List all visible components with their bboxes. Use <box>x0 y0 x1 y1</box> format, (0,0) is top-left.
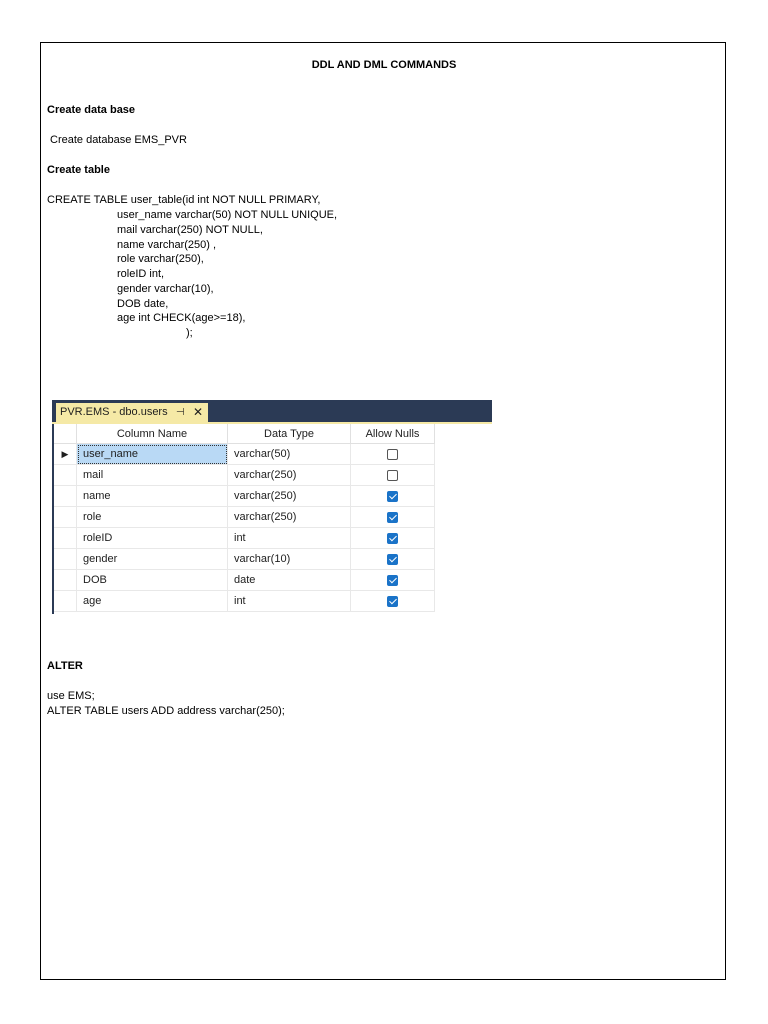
header-row <box>54 424 435 444</box>
data-type-cell[interactable]: varchar(50) <box>228 444 351 465</box>
allow-nulls-checkbox[interactable] <box>387 491 398 502</box>
table-row[interactable] <box>54 444 435 465</box>
sql-line: gender varchar(10), <box>117 283 214 295</box>
alter-heading: ALTER <box>47 660 83 672</box>
table-row[interactable] <box>54 507 435 528</box>
create-table-heading: Create table <box>47 164 110 176</box>
allow-nulls-cell <box>351 486 435 507</box>
row-selector[interactable] <box>54 465 77 486</box>
column-name-cell[interactable]: mail <box>77 465 228 486</box>
column-name-cell[interactable]: name <box>77 486 228 507</box>
sql-line: age int CHECK(age>=18), <box>117 312 246 324</box>
row-selector-header <box>54 424 77 444</box>
data-type-cell[interactable]: varchar(250) <box>228 465 351 486</box>
data-type-cell[interactable]: varchar(250) <box>228 507 351 528</box>
allow-nulls-checkbox[interactable] <box>387 554 398 565</box>
column-header: Column Name <box>77 424 228 444</box>
tab-bar <box>52 400 492 422</box>
row-selector[interactable] <box>54 549 77 570</box>
allow-nulls-checkbox[interactable] <box>387 575 398 586</box>
column-name-cell[interactable]: age <box>77 591 228 612</box>
allow-nulls-cell <box>351 528 435 549</box>
sql-line: name varchar(250) , <box>117 239 217 251</box>
column-name-cell[interactable]: user_name <box>77 444 228 465</box>
data-type-cell[interactable]: varchar(250) <box>228 486 351 507</box>
allow-nulls-checkbox[interactable] <box>387 596 398 607</box>
allow-nulls-cell <box>351 444 435 465</box>
sql-line: roleID int, <box>117 268 165 280</box>
table-designer-screenshot <box>52 400 492 615</box>
row-selector[interactable] <box>54 444 77 465</box>
tab-title: PVR.EMS - dbo.users <box>60 406 168 418</box>
data-type-cell[interactable]: varchar(10) <box>228 549 351 570</box>
allow-nulls-checkbox[interactable] <box>387 512 398 523</box>
allow-nulls-checkbox[interactable] <box>387 449 398 460</box>
allow-nulls-cell <box>351 549 435 570</box>
create-db-statement: Create database EMS_PVR <box>50 134 187 146</box>
table-row[interactable] <box>54 528 435 549</box>
allow-nulls-cell <box>351 570 435 591</box>
table-row[interactable] <box>54 591 435 612</box>
table-row[interactable] <box>54 549 435 570</box>
sql-line: DOB date, <box>117 298 169 310</box>
column-name-cell[interactable]: roleID <box>77 528 228 549</box>
row-selector[interactable] <box>54 486 77 507</box>
sql-line: CREATE TABLE user_table(id int NOT NULL PRIMARY, <box>47 194 321 206</box>
column-header: Allow Nulls <box>351 424 435 444</box>
allow-nulls-cell <box>351 591 435 612</box>
data-type-cell[interactable]: int <box>228 591 351 612</box>
table-row[interactable] <box>54 486 435 507</box>
alter-line: ALTER TABLE users ADD address varchar(250); <box>47 705 285 717</box>
allow-nulls-checkbox[interactable] <box>387 533 398 544</box>
sql-line: mail varchar(250) NOT NULL, <box>117 224 263 236</box>
allow-nulls-cell <box>351 465 435 486</box>
row-selector[interactable] <box>54 591 77 612</box>
close-icon[interactable]: ✕ <box>193 405 204 419</box>
sql-line: role varchar(250), <box>117 253 204 265</box>
sql-line: ); <box>186 327 193 339</box>
current-row-arrow-icon: ▶ <box>61 448 69 459</box>
column-name-cell[interactable]: gender <box>77 549 228 570</box>
create-db-heading: Create data base <box>47 104 136 116</box>
table-row[interactable] <box>54 570 435 591</box>
column-name-cell[interactable]: DOB <box>77 570 228 591</box>
column-header: Data Type <box>228 424 351 444</box>
pin-icon[interactable]: ⊣ <box>176 407 185 418</box>
document-tab[interactable] <box>56 403 208 422</box>
column-name-cell[interactable]: role <box>77 507 228 528</box>
allow-nulls-checkbox[interactable] <box>387 470 398 481</box>
page-title: DDL AND DML COMMANDS <box>311 59 457 71</box>
sql-line: user_name varchar(50) NOT NULL UNIQUE, <box>117 209 338 221</box>
table-row[interactable] <box>54 465 435 486</box>
columns-grid <box>54 424 435 612</box>
row-selector[interactable] <box>54 528 77 549</box>
data-type-cell[interactable]: int <box>228 528 351 549</box>
row-selector[interactable] <box>54 570 77 591</box>
alter-line: use EMS; <box>47 690 95 702</box>
data-type-cell[interactable]: date <box>228 570 351 591</box>
allow-nulls-cell <box>351 507 435 528</box>
row-selector[interactable] <box>54 507 77 528</box>
